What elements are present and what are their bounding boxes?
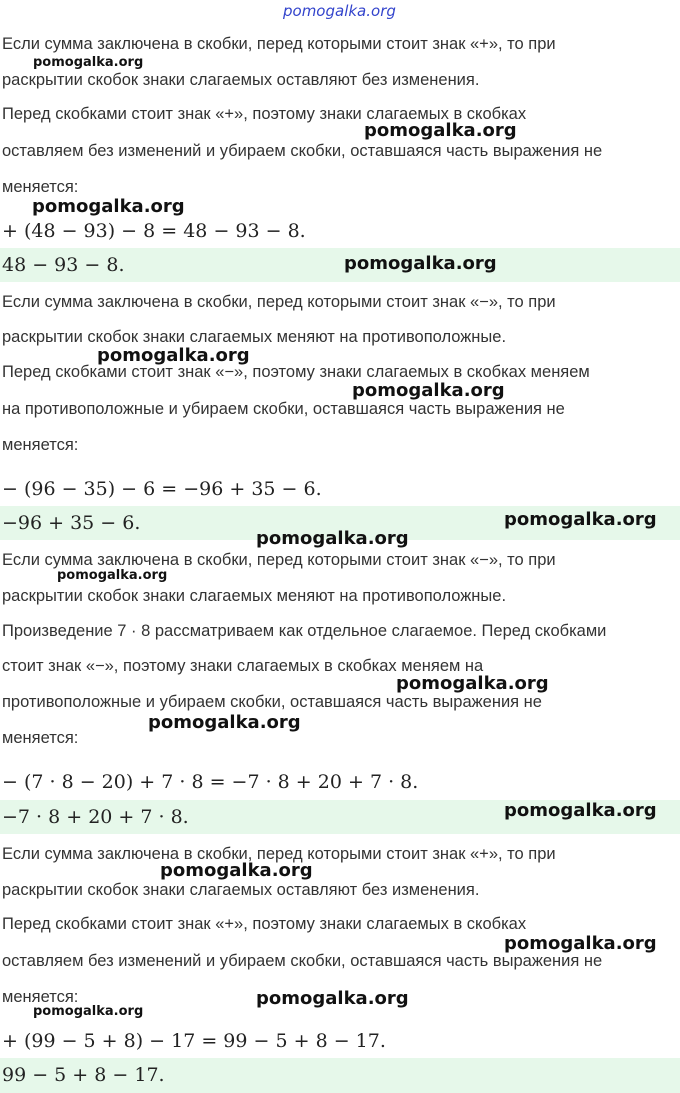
watermark: pomogalka.org (256, 988, 409, 1009)
answer: 48 − 93 − 8. (2, 254, 125, 276)
watermark: pomogalka.org (256, 528, 409, 549)
watermark: pomogalka.org (504, 800, 657, 821)
explanation-line: меняется: (2, 729, 79, 747)
explanation-line: противоположные и убираем скобки, оставшаяся часть выражения не (2, 693, 542, 711)
watermark: pomogalka.org (396, 673, 549, 694)
answer: −96 + 35 − 6. (2, 512, 141, 534)
answer-band (0, 1058, 680, 1093)
watermark: pomogalka.org (364, 120, 517, 141)
explanation-line: оставляем без изменений и убираем скобки, оставшаяся часть выражения не (2, 142, 603, 160)
rule-line: Если сумма заключена в скобки, перед которыми стоит знак «−», то при (2, 293, 556, 311)
explanation-line: меняется: (2, 178, 79, 196)
watermark: pomogalka.org (504, 933, 657, 954)
explanation-line: оставляем без изменений и убираем скобки, оставшаяся часть выражения не (2, 952, 603, 970)
watermark: pomogalka.org (33, 1004, 144, 1019)
explanation-line: меняется: (2, 988, 79, 1006)
watermark: pomogalka.org (148, 712, 301, 733)
equation: − (96 − 35) − 6 = −96 + 35 − 6. (2, 478, 322, 500)
equation: − (7 · 8 − 20) + 7 · 8 = −7 · 8 + 20 + 7 · 8. (2, 771, 419, 793)
rule-line: раскрытии скобок знаки слагаемых оставляют без изменения. (2, 881, 480, 899)
watermark: pomogalka.org (33, 55, 144, 70)
watermark: pomogalka.org (57, 568, 168, 583)
watermark: pomogalka.org (352, 380, 505, 401)
equation: + (99 − 5 + 8) − 17 = 99 − 5 + 8 − 17. (2, 1030, 386, 1052)
rule-line: раскрытии скобок знаки слагаемых меняют на противоположные. (2, 587, 507, 605)
rule-line: Если сумма заключена в скобки, перед которыми стоит знак «+», то при (2, 35, 556, 53)
equation: + (48 − 93) − 8 = 48 − 93 − 8. (2, 220, 306, 242)
rule-line: Если сумма заключена в скобки, перед которыми стоит знак «+», то при (2, 845, 556, 863)
explanation-line: на противоположные и убираем скобки, оставшаяся часть выражения не (2, 400, 565, 418)
watermark: pomogalka.org (160, 860, 313, 881)
watermark: pomogalka.org (32, 196, 185, 217)
answer: 99 − 5 + 8 − 17. (2, 1064, 165, 1086)
rule-line: раскрытии скобок знаки слагаемых меняют на противоположные. (2, 328, 507, 346)
rule-line: раскрытии скобок знаки слагаемых оставляют без изменения. (2, 71, 480, 89)
answer-band (0, 248, 680, 282)
watermark: pomogalka.org (504, 509, 657, 530)
explanation-line: Перед скобками стоит знак «+», поэтому знаки слагаемых в скобках (2, 105, 527, 123)
watermark: pomogalka.org (97, 345, 250, 366)
answer: −7 · 8 + 20 + 7 · 8. (2, 806, 189, 828)
rule-line: Если сумма заключена в скобки, перед которыми стоит знак «−», то при (2, 551, 556, 569)
watermark: pomogalka.org (344, 253, 497, 274)
site-watermark-top: pomogalka.org (283, 2, 396, 20)
explanation-line: Перед скобками стоит знак «−», поэтому знаки слагаемых в скобках меняем (2, 363, 590, 381)
explanation-line: стоит знак «−», поэтому знаки слагаемых в скобках меняем на (2, 657, 484, 675)
explanation-line: Произведение 7 · 8 рассматриваем как отдельное слагаемое. Перед скобками (2, 622, 607, 640)
explanation-line: меняется: (2, 436, 79, 454)
explanation-line: Перед скобками стоит знак «+», поэтому знаки слагаемых в скобках (2, 915, 527, 933)
